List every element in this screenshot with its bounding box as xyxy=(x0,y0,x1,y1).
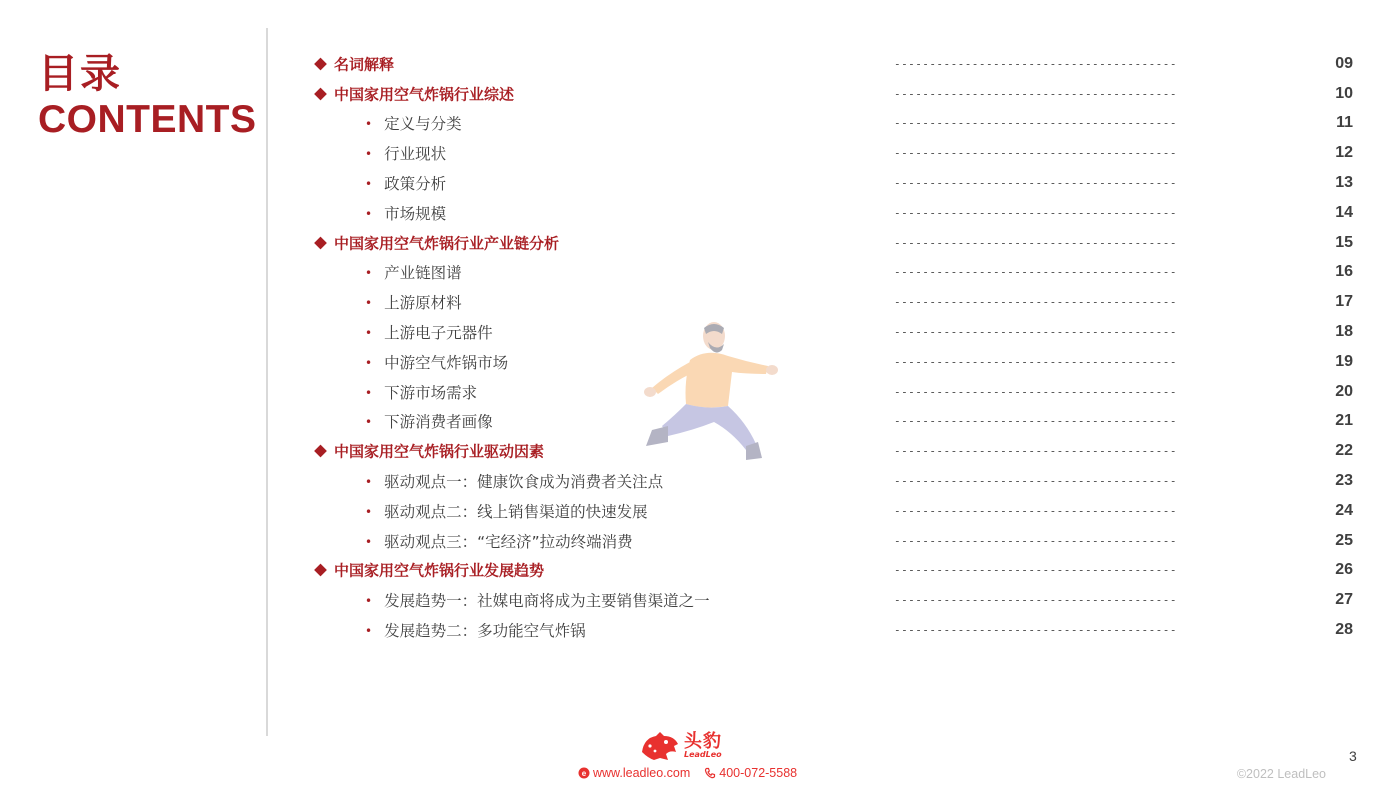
diamond-bullet-icon xyxy=(314,564,327,577)
toc-subsection[interactable] xyxy=(313,109,1353,139)
leopard-logo-icon xyxy=(640,730,680,762)
dot-leader: ---------------------------------------- xyxy=(894,57,1177,71)
toc-section[interactable] xyxy=(313,436,1353,466)
copyright: ©2022 LeadLeo xyxy=(1236,767,1326,781)
toc-label-text: 名词解释 xyxy=(334,55,395,74)
toc-subsection[interactable] xyxy=(313,407,1353,437)
toc-page-number: 28 xyxy=(1335,621,1353,639)
toc-label xyxy=(365,142,446,164)
toc-page-number: 11 xyxy=(1336,114,1353,132)
toc-page-number: 20 xyxy=(1335,382,1353,400)
dot-bullet-icon: • xyxy=(365,624,373,639)
toc-page-number: 18 xyxy=(1335,323,1353,341)
toc-label xyxy=(365,172,446,194)
dot-bullet-icon: • xyxy=(365,504,373,519)
diamond-bullet-icon xyxy=(314,87,327,100)
toc-label-text: 驱动观点二：线上销售渠道的快速发展 xyxy=(384,502,648,521)
toc-label xyxy=(365,351,508,373)
dot-leader: ---------------------------------------- xyxy=(894,593,1177,607)
toc-label-text: 驱动观点三：“宅经济”拉动终端消费 xyxy=(384,532,633,551)
footer-contact xyxy=(578,766,797,780)
toc-subsection[interactable] xyxy=(313,347,1353,377)
toc-label-text: 上游原材料 xyxy=(384,294,462,313)
toc-page-number: 22 xyxy=(1335,442,1353,460)
title-block xyxy=(38,50,257,142)
toc-label xyxy=(365,530,633,552)
toc-page-number: 23 xyxy=(1335,472,1353,490)
dot-bullet-icon: • xyxy=(365,534,373,549)
toc-label-text: 驱动观点一：健康饮食成为消费者关注点 xyxy=(384,473,664,492)
toc-label-text: 中国家用空气炸锅行业驱动因素 xyxy=(334,442,545,461)
dot-bullet-icon: • xyxy=(365,385,373,400)
toc-label xyxy=(365,470,663,492)
dot-leader: ---------------------------------------- xyxy=(894,87,1177,101)
dot-bullet-icon: • xyxy=(365,296,373,311)
diamond-bullet-icon xyxy=(314,58,327,71)
toc-label xyxy=(313,83,514,104)
dot-bullet-icon: • xyxy=(365,266,373,281)
dot-leader: ---------------------------------------- xyxy=(894,295,1177,309)
toc-subsection[interactable] xyxy=(313,615,1353,645)
dot-bullet-icon: • xyxy=(365,147,373,162)
toc-page-number: 19 xyxy=(1335,352,1353,370)
table-of-contents xyxy=(313,49,1353,645)
dot-bullet-icon: • xyxy=(365,415,373,430)
toc-label-text: 发展趋势一：社媒电商将成为主要销售渠道之一 xyxy=(384,592,710,611)
toc-label xyxy=(313,232,559,253)
dot-leader: ---------------------------------------- xyxy=(894,444,1177,458)
toc-label-text: 中国家用空气炸锅行业综述 xyxy=(334,85,515,104)
toc-page-number: 26 xyxy=(1335,561,1353,579)
toc-subsection[interactable] xyxy=(313,168,1353,198)
toc-label xyxy=(313,560,544,581)
toc-page-number: 27 xyxy=(1335,591,1353,609)
toc-subsection[interactable] xyxy=(313,287,1353,317)
toc-label-text: 下游消费者画像 xyxy=(384,413,493,432)
dot-leader: ---------------------------------------- xyxy=(894,414,1177,428)
toc-page-number: 09 xyxy=(1335,54,1353,72)
toc-section[interactable] xyxy=(313,228,1353,258)
dot-leader: ---------------------------------------- xyxy=(894,206,1177,220)
toc-label xyxy=(365,202,446,224)
toc-label xyxy=(365,589,710,611)
dot-leader: ---------------------------------------- xyxy=(894,623,1177,637)
dot-leader: ---------------------------------------- xyxy=(894,474,1177,488)
toc-label xyxy=(365,500,648,522)
toc-subsection[interactable] xyxy=(313,377,1353,407)
phone-number: 400-072-5588 xyxy=(719,766,798,780)
logo-text-cn: 头豹 xyxy=(684,731,722,752)
dot-leader: ---------------------------------------- xyxy=(894,325,1177,339)
toc-subsection[interactable] xyxy=(313,198,1353,228)
toc-page-number: 17 xyxy=(1335,293,1353,311)
toc-subsection[interactable] xyxy=(313,317,1353,347)
toc-label xyxy=(365,619,586,641)
toc-page-number: 15 xyxy=(1335,233,1353,251)
toc-subsection[interactable] xyxy=(313,526,1353,556)
toc-subsection[interactable] xyxy=(313,258,1353,288)
toc-label xyxy=(365,261,462,283)
divider xyxy=(266,28,268,736)
toc-label xyxy=(365,410,493,432)
svg-text:e: e xyxy=(581,769,587,778)
toc-page-number: 24 xyxy=(1335,501,1353,519)
dot-leader: ---------------------------------------- xyxy=(894,236,1177,250)
toc-page-number: 16 xyxy=(1335,263,1353,281)
toc-label-text: 中游空气炸锅市场 xyxy=(384,353,509,372)
dot-leader: ---------------------------------------- xyxy=(894,265,1177,279)
dot-leader: ---------------------------------------- xyxy=(894,385,1177,399)
toc-label-text: 下游市场需求 xyxy=(384,383,478,402)
dot-leader: ---------------------------------------- xyxy=(894,355,1177,369)
dot-leader: ---------------------------------------- xyxy=(894,534,1177,548)
web-icon xyxy=(578,767,590,779)
toc-label-text: 发展趋势二：多功能空气炸锅 xyxy=(384,622,586,641)
dot-bullet-icon: • xyxy=(365,475,373,490)
toc-page-number: 12 xyxy=(1335,144,1353,162)
toc-label-text: 上游电子元器件 xyxy=(384,324,493,343)
footer-logo xyxy=(640,730,722,762)
dot-bullet-icon: • xyxy=(365,594,373,609)
toc-page-number: 10 xyxy=(1335,84,1353,102)
dot-leader: ---------------------------------------- xyxy=(894,146,1177,160)
dot-bullet-icon: • xyxy=(365,206,373,221)
logo-text-en: LeadLeo xyxy=(684,750,722,759)
toc-label-text: 市场规模 xyxy=(384,204,447,223)
toc-subsection[interactable] xyxy=(313,466,1353,496)
toc-subsection[interactable] xyxy=(313,496,1353,526)
toc-label xyxy=(313,441,544,462)
diamond-bullet-icon xyxy=(314,236,327,249)
title-zh: 目录 xyxy=(38,51,122,97)
dot-bullet-icon: • xyxy=(365,117,373,132)
dot-bullet-icon: • xyxy=(365,177,373,192)
toc-section[interactable] xyxy=(313,49,1353,79)
toc-page-number: 21 xyxy=(1335,412,1353,430)
toc-page-number: 13 xyxy=(1335,174,1353,192)
toc-label xyxy=(365,381,477,403)
page-number: 3 xyxy=(1349,748,1357,764)
toc-subsection[interactable] xyxy=(313,585,1353,615)
toc-label xyxy=(313,53,394,74)
toc-label-text: 中国家用空气炸锅行业产业链分析 xyxy=(334,234,560,253)
dot-leader: ---------------------------------------- xyxy=(894,563,1177,577)
dot-bullet-icon: • xyxy=(365,326,373,341)
toc-label xyxy=(365,291,462,313)
toc-label xyxy=(365,321,493,343)
dot-bullet-icon: • xyxy=(365,355,373,370)
toc-label-text: 行业现状 xyxy=(384,145,447,164)
toc-page-number: 25 xyxy=(1335,531,1353,549)
toc-label-text: 中国家用空气炸锅行业发展趋势 xyxy=(334,561,545,580)
title-en: CONTENTS xyxy=(38,98,257,141)
toc-label xyxy=(365,112,462,134)
toc-subsection[interactable] xyxy=(313,138,1353,168)
dot-leader: ---------------------------------------- xyxy=(894,176,1177,190)
toc-label-text: 定义与分类 xyxy=(384,115,462,134)
toc-label-text: 产业链图谱 xyxy=(384,264,462,283)
website-link[interactable]: www.leadleo.com xyxy=(593,766,691,780)
diamond-bullet-icon xyxy=(314,445,327,458)
dot-leader: ---------------------------------------- xyxy=(894,116,1177,130)
dot-leader: ---------------------------------------- xyxy=(894,504,1177,518)
toc-section[interactable] xyxy=(313,556,1353,586)
phone-icon xyxy=(704,767,716,779)
toc-label-text: 政策分析 xyxy=(384,175,447,194)
toc-section[interactable] xyxy=(313,79,1353,109)
toc-page-number: 14 xyxy=(1335,203,1353,221)
